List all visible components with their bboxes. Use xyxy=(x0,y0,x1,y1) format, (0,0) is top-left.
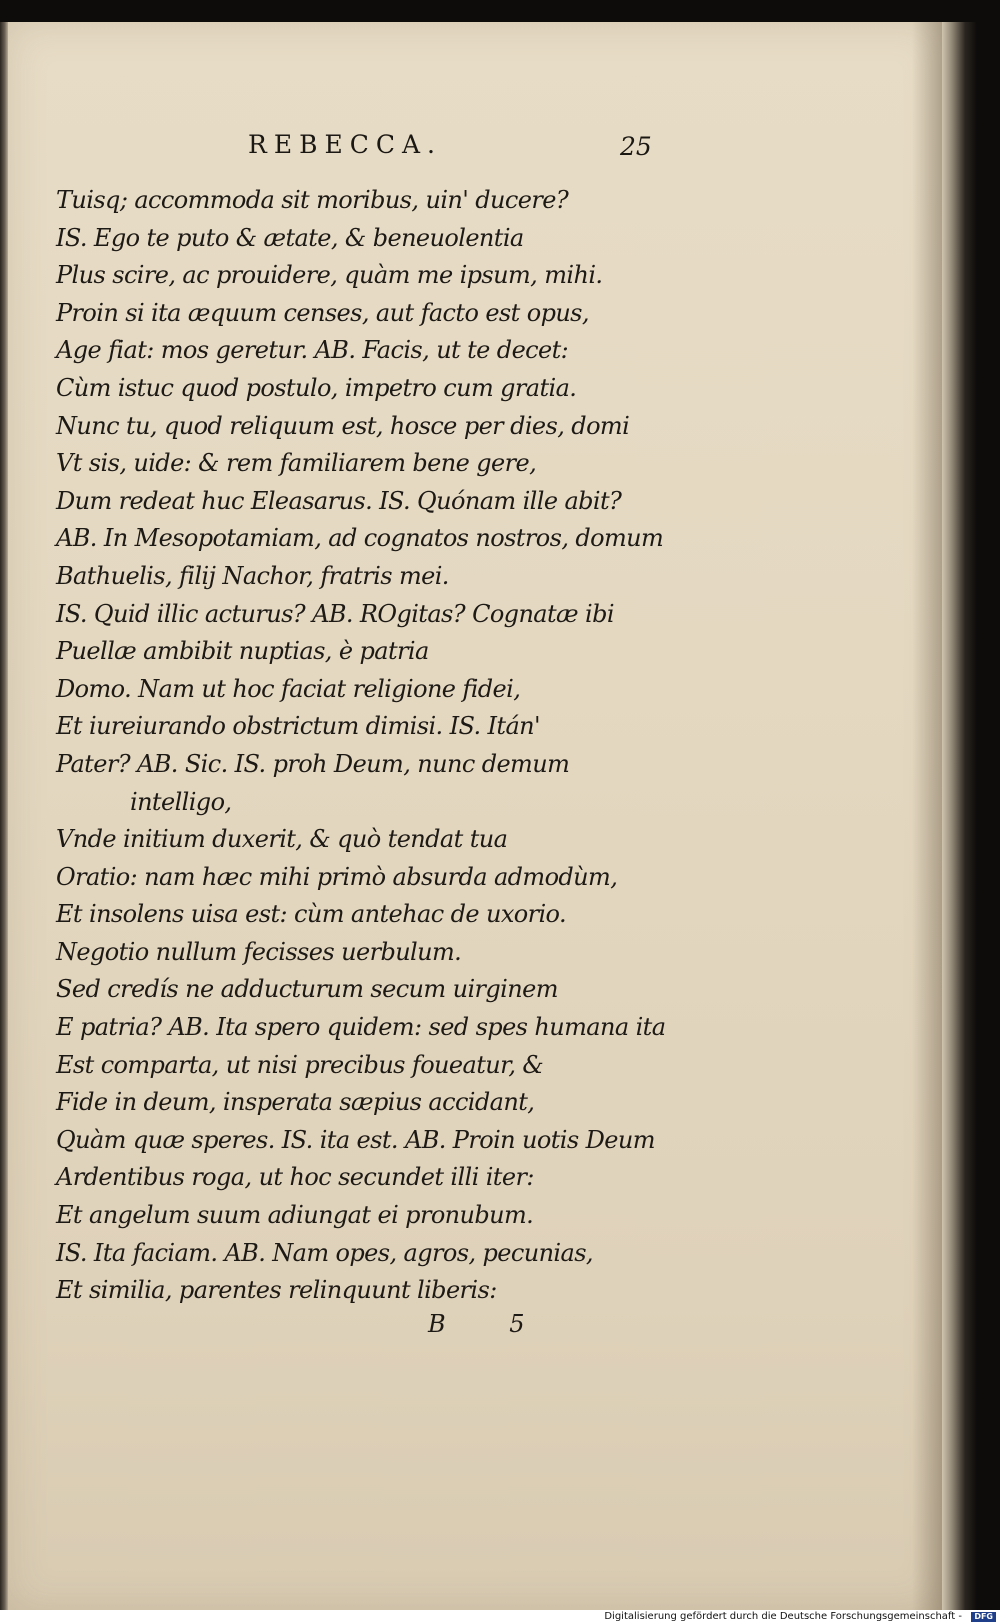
footer-credit: Digitalisierung gefördert durch die Deutsche Forschungsgemeinschaft - xyxy=(604,1611,962,1622)
verse-line: Ardentibus roga, ut hoc secundet illi iter: xyxy=(56,1163,534,1192)
scan-right-shadow xyxy=(942,22,1000,1610)
verse-line: Et iureiurando obstrictum dimisi. IS. Itán' xyxy=(56,712,541,741)
dfg-logo-icon: DFG xyxy=(971,1612,996,1622)
running-head: REBECCA. xyxy=(248,130,442,159)
verse-line: Plus scire, ac prouidere, quàm me ipsum, mihi. xyxy=(56,261,603,290)
page-header xyxy=(8,130,942,174)
verse-line: IS. Quid illic acturus? AB. ROgitas? Cognatæ ibi xyxy=(56,599,614,628)
verse-line: Pater? AB. Sic. IS. proh Deum, nunc demum xyxy=(56,749,570,778)
verse-line: IS. Ego te puto & ætate, & beneuolentia xyxy=(56,223,524,252)
verse-line: Et similia, parentes relinquunt liberis: xyxy=(56,1276,497,1305)
verse-line: AB. In Mesopotamiam, ad cognatos nostros, domum xyxy=(56,524,664,553)
verse-line: Tuisq; accommoda sit moribus, uin' ducere? xyxy=(56,186,569,214)
verse-line: Fide in deum, insperata sæpius accidant, xyxy=(56,1088,535,1117)
verse-line: Est comparta, ut nisi precibus foueatur, & xyxy=(56,1050,544,1079)
verse-line: Cùm istuc quod postulo, impetro cum gratia. xyxy=(56,373,577,402)
book-page xyxy=(8,22,942,1610)
scan-top-border xyxy=(0,0,1000,22)
verse-text xyxy=(56,182,916,1310)
verse-line: Vt sis, uide: & rem familiarem bene gere, xyxy=(56,449,537,478)
verse-line: Dum redeat huc Eleasarus. IS. Quónam ille abit? xyxy=(56,486,622,515)
verse-line: Vnde initium duxerit, & quò tendat tua xyxy=(56,825,508,854)
verse-line: Bathuelis, filij Nachor, fratris mei. xyxy=(56,561,449,590)
verse-line: intelligo, xyxy=(130,787,232,816)
verse-line: Oratio: nam hæc mihi primò absurda admodùm, xyxy=(56,862,618,891)
verse-line: Puellæ ambibit nuptias, è patria xyxy=(56,637,429,666)
digitization-footer xyxy=(0,1610,1000,1624)
page-number: 25 xyxy=(620,132,652,161)
scan-left-border xyxy=(0,22,8,1610)
verse-line: IS. Ita faciam. AB. Nam opes, agros, pecunias, xyxy=(56,1238,593,1267)
verse-line: E patria? AB. Ita spero quidem: sed spes humana ita xyxy=(56,1013,666,1042)
verse-line: Proin si ita æquum censes, aut facto est opus, xyxy=(56,298,589,327)
verse-line: Sed credís ne adducturum secum uirginem xyxy=(56,975,558,1004)
signature-mark: B 5 xyxy=(428,1310,553,1338)
verse-line: Et insolens uisa est: cùm antehac de uxorio. xyxy=(56,900,567,929)
verse-line: Nunc tu, quod reliquum est, hosce per dies, domi xyxy=(56,411,630,440)
verse-line: Domo. Nam ut hoc faciat religione fidei, xyxy=(56,674,521,703)
verse-line: Age fiat: mos geretur. AB. Facis, ut te decet: xyxy=(56,336,569,365)
verse-line: Quàm quæ speres. IS. ita est. AB. Proin uotis Deum xyxy=(56,1125,655,1154)
verse-line: Negotio nullum fecisses uerbulum. xyxy=(56,937,462,966)
verse-line: Et angelum suum adiungat ei pronubum. xyxy=(56,1201,534,1230)
